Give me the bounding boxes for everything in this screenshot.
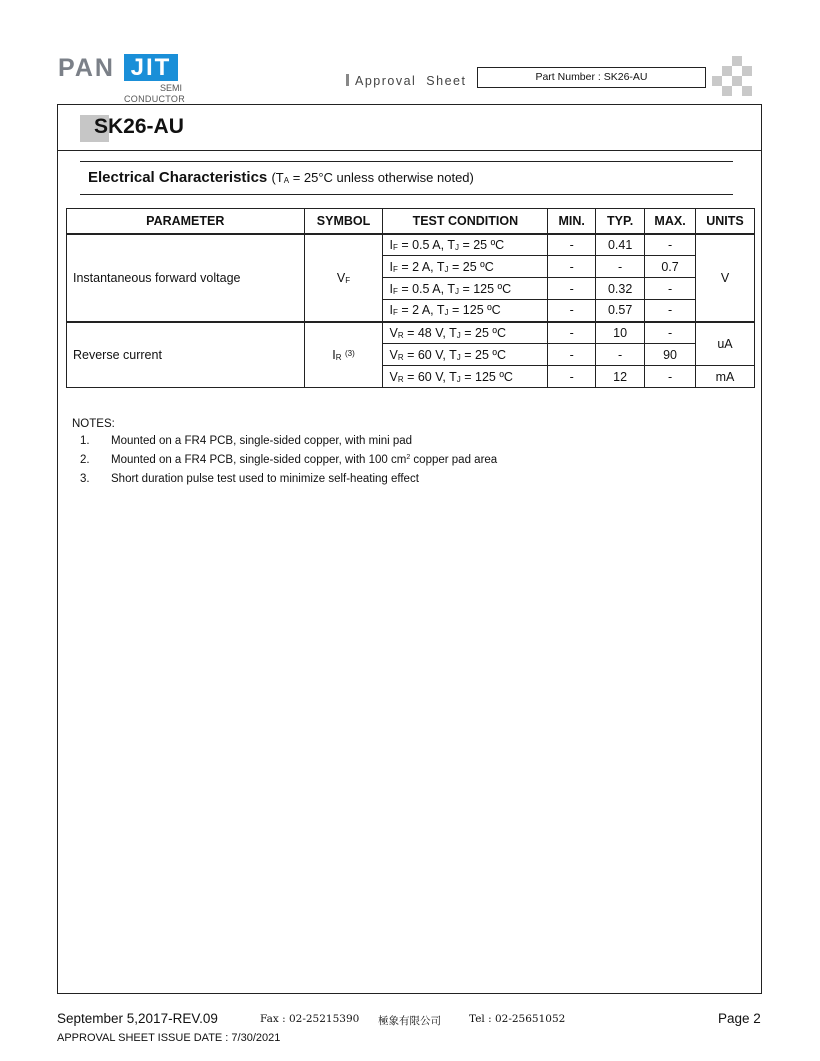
notes-heading: NOTES:	[72, 418, 115, 430]
note-number: 1.	[80, 435, 90, 447]
typ-cell: 0.57	[596, 300, 645, 322]
table-header-row	[67, 209, 755, 234]
min-cell: -	[548, 278, 596, 300]
table-row	[67, 322, 755, 344]
test-condition-cell: $I_F = 0.5$ A, $T_J = 25$ ºC	[383, 234, 548, 256]
footer-issue-date: APPROVAL SHEET ISSUE DATE : 7/30/2021	[57, 1032, 281, 1044]
logo-conductor-text: CONDUCTOR	[124, 94, 186, 104]
logo-semi-text: SEMI	[160, 83, 183, 93]
note-number: 2.	[80, 454, 90, 466]
footer-company: 極象有限公司	[378, 1015, 441, 1027]
logo-jit-text: JIT	[124, 54, 178, 81]
parameter-cell: Reverse current	[67, 322, 305, 388]
symbol-cell: $V_F$	[304, 234, 383, 322]
min-cell: -	[548, 300, 596, 322]
test-condition-cell: $I_F = 2$ A, $T_J = 125$ ºC	[383, 300, 548, 322]
min-cell: -	[548, 234, 596, 256]
note-item	[72, 435, 497, 454]
test-condition-cell: $I_F = 2$ A, $T_J = 25$ ºC	[383, 256, 548, 278]
parameter-cell: Instantaneous forward voltage	[67, 234, 305, 322]
note-number: 3.	[80, 473, 90, 485]
footer-page-number: Page 2	[718, 1011, 761, 1026]
max-cell: -	[645, 300, 696, 322]
checker-pattern-icon	[712, 56, 752, 98]
test-condition-cell: $V_R = 60$ V, $T_J = 25$ ºC	[383, 344, 548, 366]
symbol-cell: $I_R$ $^{(3)}$	[304, 322, 383, 388]
column-header: TYP.	[596, 209, 645, 234]
footer-date-revision: September 5,2017-REV.09	[57, 1011, 218, 1026]
column-header: TEST CONDITION	[383, 209, 548, 234]
note-item	[72, 473, 497, 492]
min-cell: -	[548, 322, 596, 344]
divider	[80, 161, 733, 162]
test-condition-cell: $I_F = 0.5$ A, $T_J = 125$ ºC	[383, 278, 548, 300]
unit-cell: mA	[696, 366, 755, 388]
typ-cell: -	[596, 344, 645, 366]
max-cell: 90	[645, 344, 696, 366]
electrical-characteristics-table	[66, 208, 755, 388]
column-header: PARAMETER	[67, 209, 305, 234]
notes	[72, 418, 497, 492]
note-text: Short duration pulse test used to minimize self-heating effect	[111, 473, 419, 485]
max-cell: -	[645, 234, 696, 256]
column-header: SYMBOL	[304, 209, 383, 234]
page-title: SK26-AU	[94, 115, 184, 138]
max-cell: 0.7	[645, 256, 696, 278]
unit-cell: V	[696, 234, 755, 322]
footer-fax: Fax : 02-25215390	[260, 1013, 360, 1025]
typ-cell: 10	[596, 322, 645, 344]
column-header: MIN.	[548, 209, 596, 234]
note-text: Mounted on a FR4 PCB, single-sided copper, with mini pad	[111, 435, 413, 447]
table-row	[67, 234, 755, 256]
typ-cell: 0.32	[596, 278, 645, 300]
footer-tel: Tel : 02-25651052	[469, 1013, 566, 1025]
approval-sheet-label	[346, 74, 466, 88]
bar-icon	[346, 74, 349, 86]
min-cell: -	[548, 366, 596, 388]
divider	[57, 150, 762, 151]
approval-sheet-text: Approval Sheet	[355, 74, 467, 88]
column-header: MAX.	[645, 209, 696, 234]
note-text: Mounted on a FR4 PCB, single-sided copper, with 100 $cm^2$ copper pad area	[111, 454, 498, 466]
test-condition-cell: $V_R = 60$ V, $T_J = 125$ ºC	[383, 366, 548, 388]
section-condition: ($T_A = 25^\circ C$ unless otherwise noted)	[271, 170, 474, 185]
section-title	[88, 169, 474, 186]
part-number-box: Part Number : SK26-AU	[477, 67, 706, 88]
column-header: UNITS	[696, 209, 755, 234]
typ-cell: 0.41	[596, 234, 645, 256]
panjit-logo	[58, 54, 188, 106]
max-cell: -	[645, 366, 696, 388]
logo-pan-text: PAN	[58, 54, 115, 82]
max-cell: -	[645, 278, 696, 300]
divider	[80, 194, 733, 195]
max-cell: -	[645, 322, 696, 344]
min-cell: -	[548, 344, 596, 366]
test-condition-cell: $V_R = 48$ V, $T_J = 25$ ºC	[383, 322, 548, 344]
typ-cell: -	[596, 256, 645, 278]
typ-cell: 12	[596, 366, 645, 388]
section-title-text: Electrical Characteristics	[88, 169, 268, 186]
note-item	[72, 454, 497, 473]
min-cell: -	[548, 256, 596, 278]
unit-cell: uA	[696, 322, 755, 366]
